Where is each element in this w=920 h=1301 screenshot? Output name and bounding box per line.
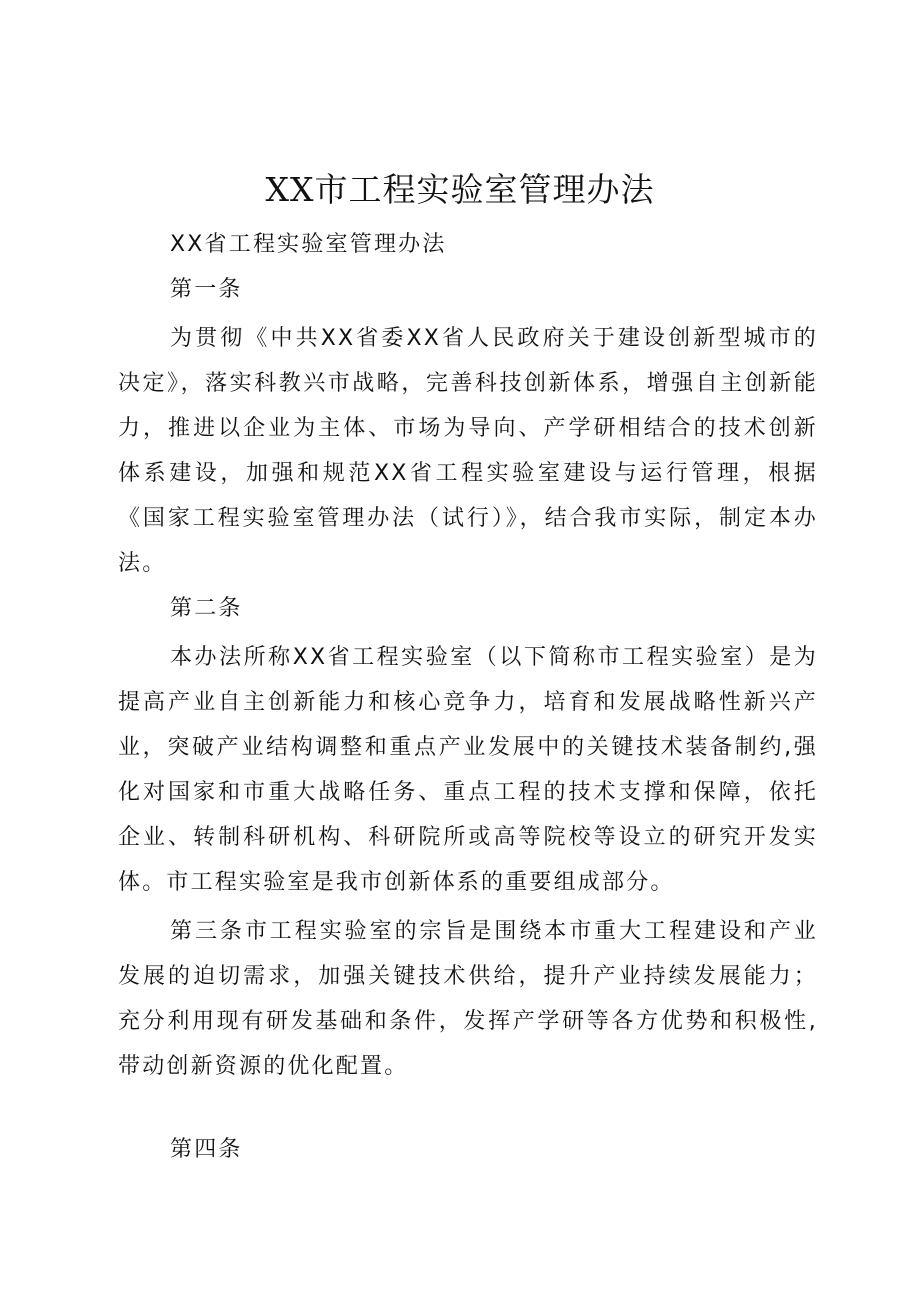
document-title: XX市工程实验室管理办法 xyxy=(265,170,655,209)
article-1-body: 为贯彻《中共XX省委XX省人民政府关于建设创新型城市的决定》，落实科教兴市战略，完善科技创新体系，增强自主创新能力，推进以企业为主体、市场为导向、产学研相结合的技术创新体系建设，加强和规范XX省工程实验室建设与运行管理，根据《国家工程实验室管理办法（试行）》，结合我市实际，制定本办法。 xyxy=(118,326,818,576)
article-4-heading: 第四条 xyxy=(170,1137,243,1162)
subtitle-paragraph: XX省工程实验室管理办法 xyxy=(170,232,447,257)
article-3-body: 第三条市工程实验室的宗旨是围绕本市重大工程建设和产业发展的迫切需求，加强关键技术供给，提升产业持续发展能力；充分利用现有研发基础和条件，发挥产学研等各方优势和积极性,带动创新资源的优化配置。 xyxy=(118,919,818,1079)
document-body xyxy=(118,222,818,1172)
article-1-heading: 第一条 xyxy=(170,277,243,302)
article-2-body: 本办法所称XX省工程实验室（以下简称市工程实验室）是为提高产业自主创新能力和核心竞争力，培育和发展战略性新兴产业，突破产业结构调整和重点产业发展中的关键技术装备制约,强化对国家和市重大战略任务、重点工程的技术支撑和保障，依托企业、转制科研机构、科研院所或高等院校等设立的研究开发实体。市工程实验室是我市创新体系的重要组成部分。 xyxy=(118,645,818,895)
article-2-heading: 第二条 xyxy=(170,596,243,621)
